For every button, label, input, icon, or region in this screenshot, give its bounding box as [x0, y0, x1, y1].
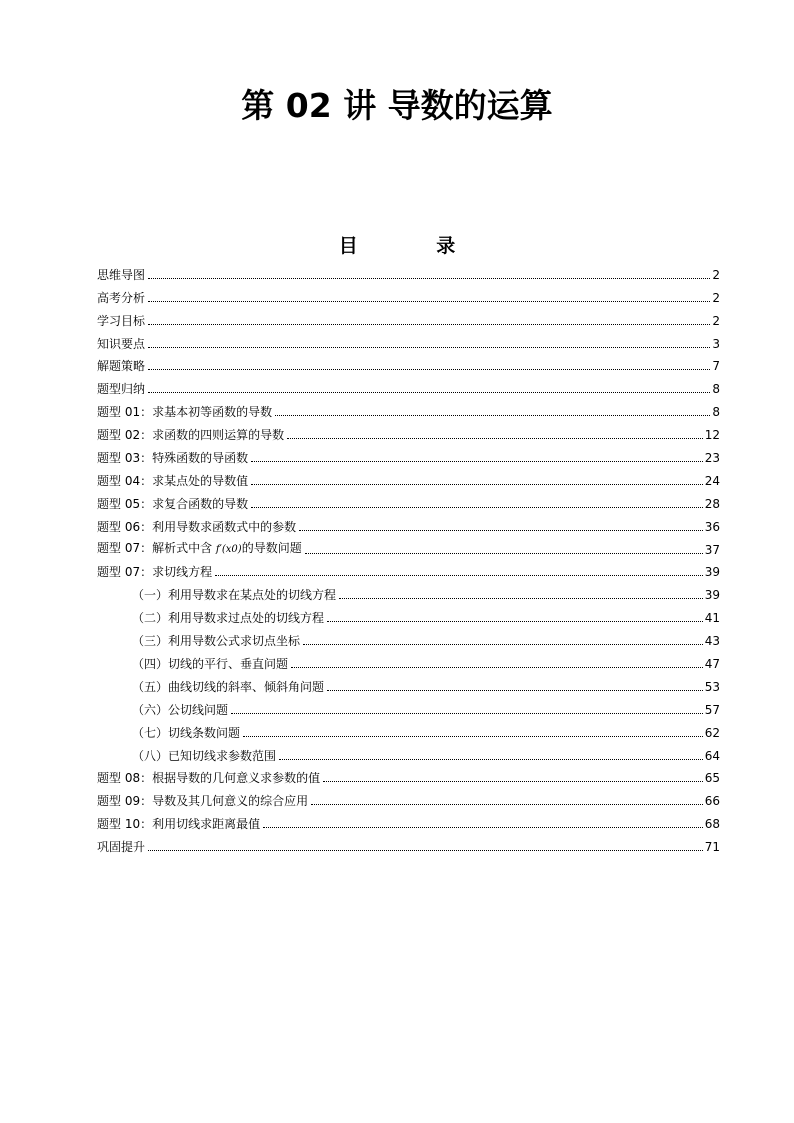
toc-entry-page: 65: [704, 771, 720, 786]
toc-entry[interactable]: [97, 534, 720, 557]
toc-entry-label: 题型 05：求复合函数的导数: [97, 496, 249, 511]
toc-entry-page: 57: [704, 702, 720, 717]
toc-leader-dots: [148, 369, 710, 370]
toc-entry-label: 思维导图: [97, 267, 146, 282]
toc-entry-page: 62: [704, 725, 720, 740]
toc-entry[interactable]: [97, 808, 720, 831]
toc-entry-label: 题型 06：利用导数求函数式中的参数: [97, 519, 297, 534]
toc-leader-dots: [148, 301, 710, 302]
toc-leader-dots: [275, 415, 710, 416]
toc-entry-label: （八）已知切线求参数范围: [132, 748, 277, 763]
toc-leader-dots: [327, 690, 703, 691]
toc-leader-dots: [303, 644, 703, 645]
toc-subentry[interactable]: [97, 602, 720, 625]
toc-entry-page: 2: [712, 267, 720, 282]
toc-entry-page: 39: [704, 588, 720, 603]
toc-subentry[interactable]: [97, 579, 720, 602]
toc-entry-label: 题型 08：根据导数的几何意义求参数的值: [97, 771, 321, 786]
toc-entry-page: 37: [704, 542, 720, 557]
toc-entry-label: （七）切线条数问题: [132, 725, 241, 740]
toc-leader-dots: [299, 530, 703, 531]
toc-entry-page: 28: [704, 496, 720, 511]
toc-entry-label: 高考分析: [97, 290, 146, 305]
toc-leader-dots: [215, 575, 703, 576]
toc-subentry[interactable]: [97, 648, 720, 671]
toc-entry[interactable]: [97, 373, 720, 396]
toc-entry-label: 题型归纳: [97, 382, 146, 397]
toc-entry-label-suffix: 的导数问题: [241, 540, 302, 555]
table-of-contents: [97, 259, 720, 854]
toc-leader-dots: [148, 324, 710, 325]
toc-leader-dots: [243, 736, 703, 737]
toc-leader-dots: [287, 438, 703, 439]
toc-entry[interactable]: [97, 305, 720, 328]
toc-subentry[interactable]: [97, 625, 720, 648]
toc-entry-page: 39: [704, 565, 720, 580]
toc-leader-dots: [231, 713, 703, 714]
toc-entry-label: 题型 02：求函数的四则运算的导数: [97, 428, 285, 443]
toc-entry-page: 36: [704, 519, 720, 534]
toc-entry-page: 68: [704, 817, 720, 832]
toc-leader-dots: [251, 507, 703, 508]
toc-entry-label: 题型 10：利用切线求距离最值: [97, 817, 261, 832]
toc-leader-dots: [251, 484, 703, 485]
toc-entry-label: 解题策略: [97, 359, 146, 374]
toc-entry[interactable]: [97, 763, 720, 786]
toc-entry-label: 题型 07：求切线方程: [97, 565, 213, 580]
toc-leader-dots: [339, 598, 703, 599]
toc-entry[interactable]: [97, 259, 720, 282]
toc-entry-page: 2: [712, 313, 720, 328]
toc-entry-page: 71: [704, 840, 720, 855]
toc-entry-label: （四）切线的平行、垂直问题: [132, 657, 289, 672]
toc-leader-dots: [148, 347, 710, 348]
document-title: 第 02 讲 导数的运算: [241, 86, 553, 125]
toc-entry[interactable]: [97, 511, 720, 534]
toc-entry-page: 8: [712, 405, 720, 420]
toc-entry-label: [97, 541, 302, 557]
toc-entry-label: （三）利用导数公式求切点坐标: [132, 634, 301, 649]
toc-leader-dots: [311, 804, 703, 805]
toc-subentry[interactable]: [97, 694, 720, 717]
toc-subentry[interactable]: [97, 740, 720, 763]
toc-entry-page: 66: [704, 794, 720, 809]
toc-entry-label: 巩固提升: [97, 840, 146, 855]
toc-leader-dots: [279, 759, 703, 760]
toc-entry[interactable]: [97, 785, 720, 808]
toc-entry[interactable]: [97, 419, 720, 442]
toc-entry-page: 43: [704, 634, 720, 649]
toc-entry-label: （六）公切线问题: [132, 702, 229, 717]
toc-entry-label: 题型 03：特殊函数的导函数: [97, 451, 249, 466]
toc-entry-label: （二）利用导数求过点处的切线方程: [132, 611, 325, 626]
derivative-formula: f′(x0): [215, 543, 242, 555]
toc-leader-dots: [263, 827, 703, 828]
toc-entry-page: 41: [704, 611, 720, 626]
toc-entry[interactable]: [97, 351, 720, 374]
toc-entry-page: 2: [712, 290, 720, 305]
toc-entry[interactable]: [97, 465, 720, 488]
toc-entry-label: 学习目标: [97, 313, 146, 328]
toc-entry[interactable]: [97, 488, 720, 511]
toc-entry-page: 64: [704, 748, 720, 763]
toc-entry-label: 题型 09：导数及其几何意义的综合应用: [97, 794, 309, 809]
toc-entry-page: 7: [712, 359, 720, 374]
toc-leader-dots: [148, 392, 710, 393]
toc-entry[interactable]: [97, 442, 720, 465]
toc-entry[interactable]: [97, 831, 720, 854]
toc-entry-label: 题型 04：求某点处的导数值: [97, 473, 249, 488]
toc-leader-dots: [148, 850, 703, 851]
toc-entry[interactable]: [97, 282, 720, 305]
toc-entry-page: 23: [704, 451, 720, 466]
toc-subentry[interactable]: [97, 717, 720, 740]
toc-subentry[interactable]: [97, 671, 720, 694]
toc-leader-dots: [291, 667, 703, 668]
toc-entry-label: 题型 01：求基本初等函数的导数: [97, 405, 273, 420]
toc-entry-page: 3: [712, 336, 720, 351]
toc-entry-page: 53: [704, 679, 720, 694]
toc-entry-label: （五）曲线切线的斜率、倾斜角问题: [132, 679, 325, 694]
toc-heading: 目 录: [338, 235, 492, 257]
toc-entry[interactable]: [97, 557, 720, 580]
toc-entry-label: 知识要点: [97, 336, 146, 351]
toc-entry-page: 12: [704, 428, 720, 443]
toc-leader-dots: [323, 781, 703, 782]
toc-entry-page: 8: [712, 382, 720, 397]
toc-entry[interactable]: [97, 396, 720, 419]
toc-leader-dots: [327, 621, 703, 622]
toc-entry[interactable]: [97, 328, 720, 351]
toc-leader-dots: [148, 278, 710, 279]
toc-entry-page: 24: [704, 473, 720, 488]
toc-leader-dots: [251, 461, 703, 462]
toc-entry-page: 47: [704, 657, 720, 672]
toc-leader-dots: [305, 553, 703, 554]
toc-entry-label-prefix: 题型 07：解析式中含: [97, 540, 216, 555]
toc-entry-label: （一）利用导数求在某点处的切线方程: [132, 588, 337, 603]
